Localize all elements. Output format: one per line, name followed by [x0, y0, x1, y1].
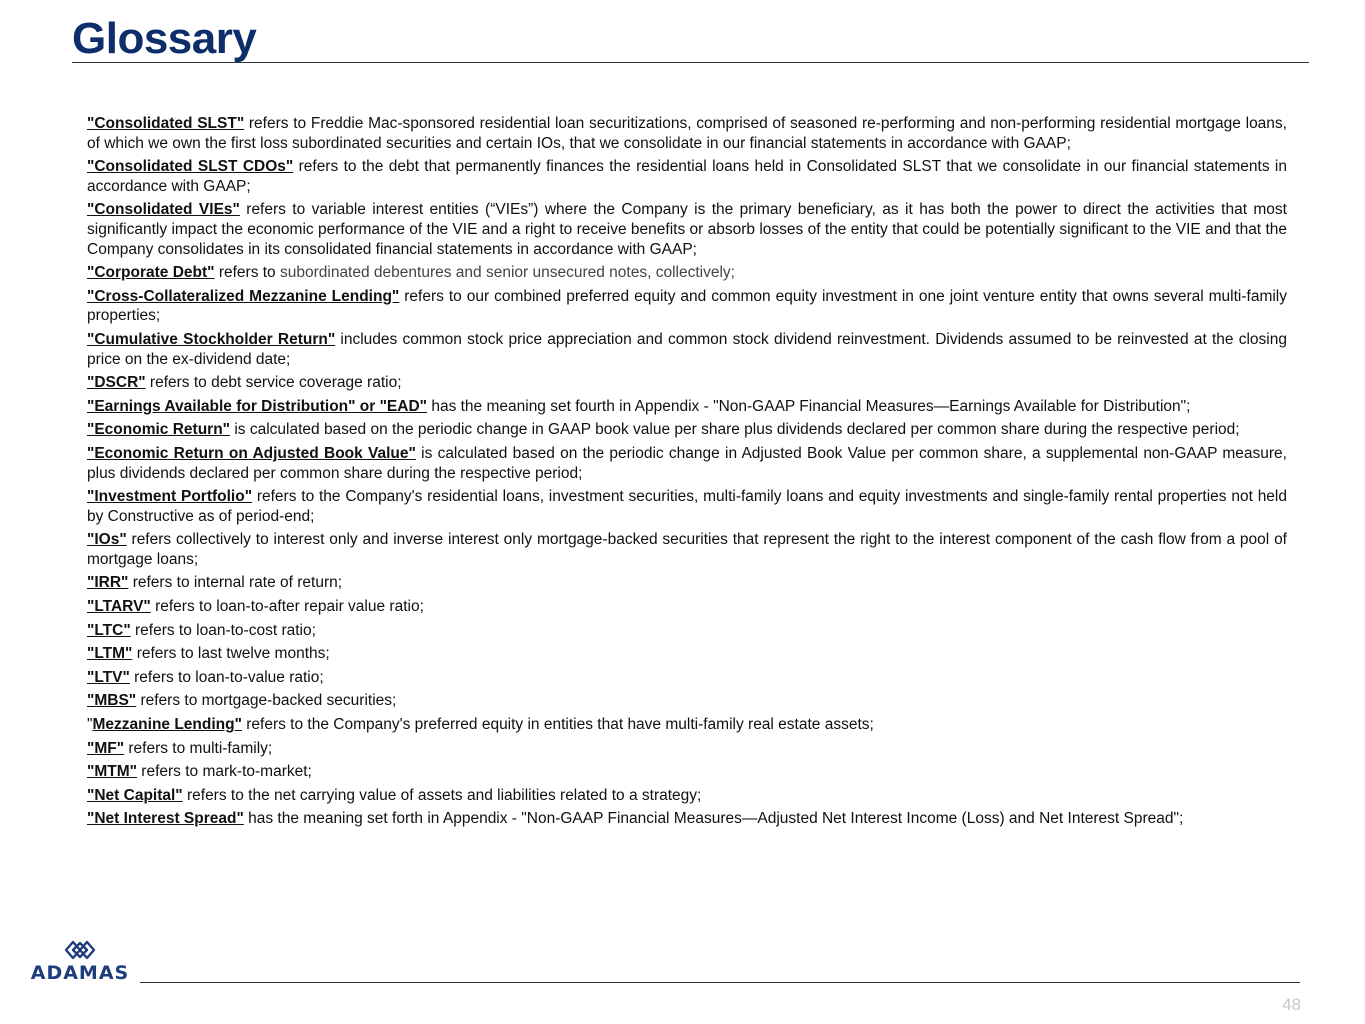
glossary-definition: subordinated debentures and senior unsecured notes, collectively; — [279, 264, 735, 282]
glossary-term: "IOs" — [87, 531, 127, 549]
glossary-term-prefix: " — [87, 716, 93, 734]
glossary-entry — [87, 420, 1287, 440]
glossary-entry — [87, 157, 1287, 196]
glossary-entry — [87, 397, 1287, 417]
glossary-definition: refers to internal rate of return; — [128, 574, 343, 592]
glossary-entry — [87, 263, 1287, 283]
glossary-definition: refers to variable interest entities (“VIEs”) where the Company is the primary beneficiary, as it has both the power to direct the activities that most significantly impact the economic performance of the VIE and a right to receive benefits or absorb losses of the entity that could be potentially significant to the VIE and that the Company consolidates in its consolidated financial statements in accordance with GAAP; — [87, 201, 1287, 258]
glossary-term: Mezzanine Lending" — [92, 716, 242, 734]
glossary-entry — [87, 786, 1287, 806]
glossary-term: "Economic Return on Adjusted Book Value" — [87, 444, 416, 462]
glossary-term: "Consolidated VIEs" — [87, 201, 240, 219]
glossary-entry — [87, 487, 1287, 526]
glossary-term: "IRR" — [87, 574, 129, 592]
glossary-term: "MF" — [87, 739, 125, 757]
glossary-entry — [87, 739, 1287, 759]
glossary-entry — [87, 200, 1287, 259]
glossary-entry — [87, 621, 1287, 641]
glossary-term: "Consolidated SLST" — [87, 115, 245, 132]
glossary-definition: refers to loan-to-after repair value ratio; — [150, 598, 424, 616]
glossary-entry — [87, 287, 1287, 326]
glossary-definition: refers to mark-to-market; — [137, 763, 312, 781]
footer-divider — [140, 982, 1300, 983]
glossary-definition: refers to mortgage-backed securities; — [136, 692, 397, 710]
glossary-definition: has the meaning set fourth in Appendix - "Non-GAAP Financial Measures—Earnings Available for Distribution"; — [427, 397, 1191, 415]
glossary-entry — [87, 762, 1287, 782]
glossary-definition: has the meaning set forth in Appendix - "Non-GAAP Financial Measures—Adjusted Net Interest Income (Loss) and Net Interest Spread"; — [243, 810, 1184, 828]
glossary-list — [87, 114, 1287, 833]
glossary-entry — [87, 530, 1287, 569]
glossary-definition: refers to multi-family; — [124, 739, 273, 757]
glossary-definition-lead: refers to — [214, 264, 280, 282]
glossary-term: "Cumulative Stockholder Return" — [87, 330, 336, 348]
glossary-term: "Corporate Debt" — [87, 264, 215, 282]
glossary-entry — [87, 573, 1287, 593]
glossary-entry — [87, 444, 1287, 483]
page-title: Glossary — [72, 14, 257, 63]
glossary-term: "Cross-Collateralized Mezzanine Lending" — [87, 287, 400, 305]
glossary-definition: refers collectively to interest only and inverse interest only mortgage-backed securities that represent the right to the interest component of the cash flow from a pool of mortgage loans; — [87, 531, 1287, 568]
glossary-entry — [87, 691, 1287, 711]
glossary-term: "Economic Return" — [87, 421, 231, 439]
glossary-term: "LTARV" — [87, 598, 151, 616]
glossary-definition: refers to Freddie Mac-sponsored residential loan securitizations, comprised of seasoned re-performing and non-performing residential mortgage loans, of which we own the first loss subordinated securities and certain IOs, that we consolidate in our financial statements in accordance with GAAP; — [87, 115, 1287, 152]
glossary-entry — [87, 114, 1287, 153]
glossary-entry — [87, 715, 1287, 735]
glossary-definition: refers to debt service coverage ratio; — [145, 374, 402, 392]
glossary-term: "Investment Portfolio" — [87, 488, 253, 506]
glossary-term: "Net Interest Spread" — [87, 810, 244, 828]
page-number: 48 — [1282, 995, 1301, 1014]
glossary-entry — [87, 330, 1287, 369]
company-logo — [26, 938, 134, 988]
glossary-term: "LTM" — [87, 645, 133, 663]
glossary-term: "LTC" — [87, 621, 131, 639]
glossary-definition: refers to the Company's preferred equity in entities that have multi-family real estate assets; — [241, 716, 874, 734]
glossary-entry — [87, 597, 1287, 617]
glossary-definition: refers to loan-to-value ratio; — [129, 668, 324, 686]
glossary-definition: is calculated based on the periodic change in Adjusted Book Value per common share, a supplemental non-GAAP measure, plus dividends declared per common share during the respective period; — [87, 444, 1287, 482]
logo-wordmark: ADAMAS — [30, 962, 130, 984]
glossary-definition: refers to loan-to-cost ratio; — [130, 621, 316, 639]
glossary-entry — [87, 373, 1287, 393]
glossary-definition: includes common stock price appreciation and common stock dividend reinvestment. Dividends assumed to be reinvested at the closing price on the ex-dividend date; — [87, 330, 1287, 368]
glossary-term: "MBS" — [87, 692, 137, 710]
glossary-term: "Consolidated SLST CDOs" — [87, 158, 294, 176]
adamas-mark-icon — [62, 938, 98, 962]
glossary-entry — [87, 668, 1287, 688]
glossary-definition: refers to our combined preferred equity and common equity investment in one joint venture entity that owns several multi-family properties; — [87, 287, 1288, 325]
glossary-entry — [87, 644, 1287, 664]
glossary-term: "Net Capital" — [87, 786, 183, 804]
glossary-definition: refers to the net carrying value of assets and liabilities related to a strategy; — [182, 786, 702, 804]
title-divider — [72, 62, 1309, 63]
glossary-term: "LTV" — [87, 668, 130, 686]
glossary-term: "Earnings Available for Distribution" or "EAD" — [87, 397, 428, 415]
glossary-definition: refers to the debt that permanently finances the residential loans held in Consolidated SLST that we consolidate in our financial statements in accordance with GAAP; — [87, 158, 1287, 195]
glossary-entry — [87, 809, 1287, 829]
glossary-definition: is calculated based on the periodic change in GAAP book value per share plus dividends declared per common share during the respective period; — [230, 421, 1240, 439]
glossary-definition: refers to the Company's residential loans, investment securities, multi-family loans and equity investments and single-family rental properties not held by Constructive as of period-end; — [87, 488, 1287, 525]
glossary-definition: refers to last twelve months; — [132, 645, 330, 663]
glossary-term: "MTM" — [87, 763, 137, 781]
glossary-term: "DSCR" — [87, 374, 146, 392]
